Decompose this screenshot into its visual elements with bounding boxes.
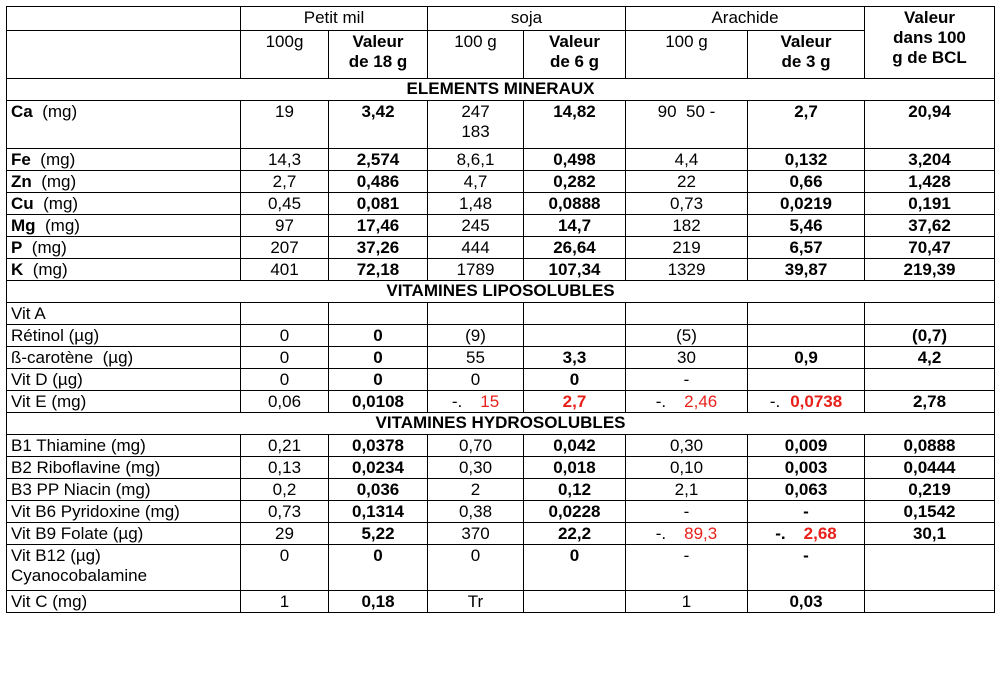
cell: 182: [626, 215, 748, 237]
cell: 0,13: [241, 457, 329, 479]
cell: 0,2: [241, 479, 329, 501]
cell: 97: [241, 215, 329, 237]
element-symbol: K: [11, 260, 24, 279]
table-row: [7, 325, 995, 347]
cell: 0: [241, 369, 329, 391]
cell: 0,70: [428, 435, 524, 457]
cell: (9): [428, 325, 524, 347]
cell: 0,0234: [329, 457, 428, 479]
cell: 1,428: [865, 171, 995, 193]
cell: [748, 325, 865, 347]
cell: [865, 545, 995, 591]
unit-label: (mg): [43, 194, 79, 213]
dash-prefix: -.: [655, 392, 667, 411]
group-arachide: Arachide: [626, 7, 865, 31]
row-label: B3 PP Niacin (mg): [7, 479, 241, 501]
header-row-groups: [7, 7, 995, 31]
cell: 0,9: [748, 347, 865, 369]
dash-prefix: -.: [775, 524, 786, 543]
cell: 0,063: [748, 479, 865, 501]
cell: 0,018: [524, 457, 626, 479]
cell: (5): [626, 325, 748, 347]
cell: 29: [241, 523, 329, 545]
cell: 0,0888: [865, 435, 995, 457]
cell-line1: 247: [461, 102, 490, 121]
unit-label: (mg): [41, 172, 77, 191]
cell: 0,12: [524, 479, 626, 501]
header-100g-arachide: 100 g: [626, 31, 748, 79]
cell: 8,6,1: [428, 149, 524, 171]
red-value: 2,68: [803, 524, 837, 543]
header-valeur-3g-line2: de 3 g: [781, 52, 831, 71]
cell: 0: [428, 545, 524, 591]
cell: 444: [428, 237, 524, 259]
table-row: [7, 259, 995, 281]
cell: 0,191: [865, 193, 995, 215]
cell: 0,30: [626, 435, 748, 457]
group-petit-mil: Petit mil: [241, 7, 428, 31]
row-label: [7, 237, 241, 259]
cell: 0,45: [241, 193, 329, 215]
cell: 26,64: [524, 237, 626, 259]
section-row: [7, 413, 995, 435]
table-row: [7, 101, 995, 149]
cell: 0,73: [241, 501, 329, 523]
cell: 0,66: [748, 171, 865, 193]
table-row: [7, 171, 995, 193]
cell: [865, 369, 995, 391]
cell: [428, 101, 524, 149]
cell: 0,1314: [329, 501, 428, 523]
cell: [428, 303, 524, 325]
header-bcl-line3: g de BCL: [892, 48, 967, 67]
section-title-minerals: ELEMENTS MINERAUX: [7, 79, 995, 101]
cell: 207: [241, 237, 329, 259]
table-row: [7, 457, 995, 479]
cell: 0,03: [748, 591, 865, 613]
cell: 0,486: [329, 171, 428, 193]
element-symbol: Ca: [11, 102, 33, 121]
cell: -: [748, 545, 865, 591]
cell: 1: [241, 591, 329, 613]
cell: 0,081: [329, 193, 428, 215]
cell: 19: [241, 101, 329, 149]
cell: [865, 591, 995, 613]
cell: 5,46: [748, 215, 865, 237]
cell: 3,42: [329, 101, 428, 149]
table-row: [7, 215, 995, 237]
cell: 1329: [626, 259, 748, 281]
element-symbol: Mg: [11, 216, 36, 235]
cell: 4,4: [626, 149, 748, 171]
cell: 2,78: [865, 391, 995, 413]
cell: 0,0228: [524, 501, 626, 523]
cell: 0: [329, 347, 428, 369]
unit-label: (mg): [42, 102, 78, 121]
header-valeur-6g-line2: de 6 g: [549, 52, 600, 71]
row-label: Vit A: [7, 303, 241, 325]
section-title-liposolubles: VITAMINES LIPOSOLUBLES: [7, 281, 995, 303]
cell: 37,62: [865, 215, 995, 237]
cell: 0: [329, 325, 428, 347]
cell: 30,1: [865, 523, 995, 545]
cell: 0: [241, 347, 329, 369]
header-empty-cell: [7, 31, 241, 79]
cell: 0: [329, 545, 428, 591]
row-label: ß-carotène (µg): [7, 347, 241, 369]
table-row: [7, 435, 995, 457]
cell: 1789: [428, 259, 524, 281]
row-label: Vit C (mg): [7, 591, 241, 613]
unit-label: (mg): [45, 216, 80, 235]
dash-prefix: -.: [655, 524, 667, 543]
section-row: [7, 79, 995, 101]
cell: 17,46: [329, 215, 428, 237]
table-row: [7, 391, 995, 413]
cell: 22: [626, 171, 748, 193]
cell: 3,204: [865, 149, 995, 171]
cell: 14,7: [524, 215, 626, 237]
cell: [748, 391, 865, 413]
table-row: [7, 591, 995, 613]
cell: 0: [241, 545, 329, 591]
cell: 55: [428, 347, 524, 369]
row-label: B1 Thiamine (mg): [7, 435, 241, 457]
unit-label: (mg): [40, 150, 76, 169]
table-row: [7, 501, 995, 523]
cell: 0,498: [524, 149, 626, 171]
cell: 0,30: [428, 457, 524, 479]
row-label: [7, 545, 241, 591]
cell: [865, 303, 995, 325]
cell: 37,26: [329, 237, 428, 259]
nutrient-table: [6, 6, 995, 613]
cell: 0,06: [241, 391, 329, 413]
cell: 2,7: [748, 101, 865, 149]
cell: 0,282: [524, 171, 626, 193]
cell: Tr: [428, 591, 524, 613]
header-100g-petit-mil: 100g: [241, 31, 329, 79]
table-row: [7, 347, 995, 369]
red-value: 0,0738: [790, 392, 843, 411]
cell: 0,036: [329, 479, 428, 501]
cell: 30: [626, 347, 748, 369]
cell: 2,1: [626, 479, 748, 501]
cell: 0,009: [748, 435, 865, 457]
cell: 107,34: [524, 259, 626, 281]
row-label: [7, 193, 241, 215]
header-valeur-6g: [524, 31, 626, 79]
cell: 0,042: [524, 435, 626, 457]
cell: 0,0444: [865, 457, 995, 479]
cell: [428, 391, 524, 413]
element-symbol: P: [11, 238, 23, 257]
cell: [524, 303, 626, 325]
unit-label: (mg): [31, 238, 67, 257]
cell: 20,94: [865, 101, 995, 149]
table-row: [7, 479, 995, 501]
cell: 2,574: [329, 149, 428, 171]
table-row: [7, 149, 995, 171]
row-label-line1: Vit B12 (µg): [11, 546, 101, 565]
unit-label: (mg): [32, 260, 68, 279]
cell: 219: [626, 237, 748, 259]
section-title-hydrosolubles: VITAMINES HYDROSOLUBLES: [7, 413, 995, 435]
cell: [241, 303, 329, 325]
cell: 0,18: [329, 591, 428, 613]
header-valeur-6g-line1: Valeur: [548, 32, 601, 51]
cell: 0: [524, 369, 626, 391]
row-label-line2: Cyanocobalamine: [11, 566, 148, 585]
row-label: Vit B9 Folate (µg): [7, 523, 241, 545]
header-valeur-3g-line1: Valeur: [780, 32, 832, 51]
cell: [329, 303, 428, 325]
cell: 2: [428, 479, 524, 501]
section-row: [7, 281, 995, 303]
header-bcl: [865, 7, 995, 79]
cell: -: [626, 369, 748, 391]
row-label: Vit D (µg): [7, 369, 241, 391]
cell: 22,2: [524, 523, 626, 545]
table-row: [7, 303, 995, 325]
cell: 0: [524, 545, 626, 591]
element-symbol: Zn: [11, 172, 32, 191]
header-empty-cell: [7, 7, 241, 31]
row-label: [7, 215, 241, 237]
table-row: [7, 545, 995, 591]
red-value: 89,3: [684, 524, 718, 543]
cell: -: [748, 501, 865, 523]
cell: 0: [241, 325, 329, 347]
header-valeur-18g-line2: de 18 g: [348, 52, 408, 71]
cell: -: [626, 501, 748, 523]
cell-line2: 183: [461, 122, 490, 141]
cell: 90 50 -: [626, 101, 748, 149]
cell: 1,48: [428, 193, 524, 215]
red-value: 15: [480, 392, 500, 411]
row-label: B2 Riboflavine (mg): [7, 457, 241, 479]
cell: 6,57: [748, 237, 865, 259]
cell: 4,2: [865, 347, 995, 369]
table-row: [7, 523, 995, 545]
header-100g-soja: 100 g: [428, 31, 524, 79]
cell: 245: [428, 215, 524, 237]
cell: 3,3: [524, 347, 626, 369]
cell: 0,003: [748, 457, 865, 479]
dash-prefix: -.: [769, 392, 781, 411]
row-label: [7, 149, 241, 171]
cell: [524, 591, 626, 613]
header-valeur-18g-line1: Valeur: [352, 32, 404, 51]
cell: 14,82: [524, 101, 626, 149]
header-valeur-18g: [329, 31, 428, 79]
cell: [748, 523, 865, 545]
table-row: [7, 237, 995, 259]
cell: 0,38: [428, 501, 524, 523]
cell: 0,0108: [329, 391, 428, 413]
cell: [626, 303, 748, 325]
cell: 70,47: [865, 237, 995, 259]
red-value: 2,46: [684, 392, 718, 411]
cell: 0: [329, 369, 428, 391]
cell: 0,219: [865, 479, 995, 501]
table-row: [7, 369, 995, 391]
cell: [748, 303, 865, 325]
cell: 14,3: [241, 149, 329, 171]
cell: 72,18: [329, 259, 428, 281]
cell: 0,73: [626, 193, 748, 215]
row-label: [7, 171, 241, 193]
cell: [524, 325, 626, 347]
cell: 219,39: [865, 259, 995, 281]
cell: 1: [626, 591, 748, 613]
header-bcl-line1: Valeur: [903, 8, 956, 27]
header-valeur-3g: [748, 31, 865, 79]
element-symbol: Cu: [11, 194, 34, 213]
cell: 2,7: [524, 391, 626, 413]
cell: 39,87: [748, 259, 865, 281]
cell: 0,0378: [329, 435, 428, 457]
row-label: [7, 259, 241, 281]
cell: 0,10: [626, 457, 748, 479]
cell: 0,0888: [524, 193, 626, 215]
row-label: Vit E (mg): [7, 391, 241, 413]
cell: -: [626, 545, 748, 591]
cell: 0: [428, 369, 524, 391]
cell: 0,132: [748, 149, 865, 171]
cell: 2,7: [241, 171, 329, 193]
cell: 401: [241, 259, 329, 281]
row-label: Vit B6 Pyridoxine (mg): [7, 501, 241, 523]
cell: (0,7): [865, 325, 995, 347]
table-row: [7, 193, 995, 215]
cell: 4,7: [428, 171, 524, 193]
header-row-units: [7, 31, 995, 79]
row-label: [7, 101, 241, 149]
cell: 0,0219: [748, 193, 865, 215]
group-soja: soja: [428, 7, 626, 31]
cell: [626, 523, 748, 545]
cell: 0,1542: [865, 501, 995, 523]
header-bcl-line2: dans 100: [893, 28, 966, 47]
element-symbol: Fe: [11, 150, 31, 169]
cell: 0,21: [241, 435, 329, 457]
cell: [748, 369, 865, 391]
cell: 370: [428, 523, 524, 545]
dash-prefix: -.: [451, 392, 463, 411]
cell: 5,22: [329, 523, 428, 545]
row-label: Rétinol (µg): [7, 325, 241, 347]
cell: [626, 391, 748, 413]
